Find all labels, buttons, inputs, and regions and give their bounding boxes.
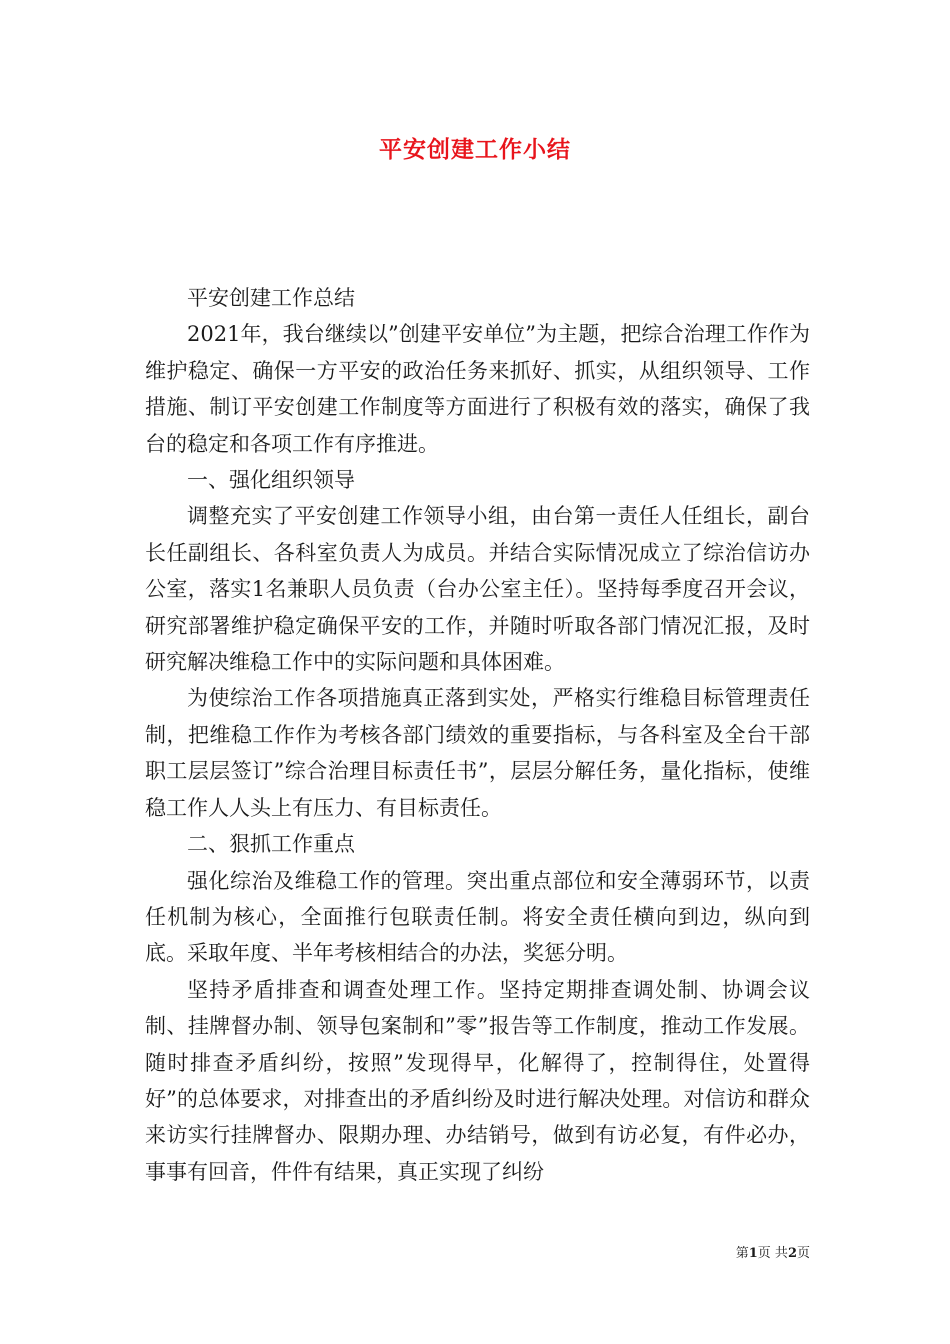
document-title: 平安创建工作小结	[379, 136, 571, 163]
page-number-footer	[690, 1245, 810, 1263]
section-heading-1: 一、强化组织领导	[187, 468, 355, 493]
paragraph: 强化综治及维稳工作的管理。突出重点部位和安全薄弱环节，以责任机制为核心，全面推行包联责任制。将安全责任横向到边，纵向到底。采取年度、半年考核相结合的办法，奖惩分明。	[145, 868, 810, 966]
footer-middle: 页 共	[757, 1246, 788, 1261]
current-page-number: 1	[748, 1246, 758, 1261]
section-heading-2: 二、狠抓工作重点	[187, 832, 355, 857]
document-body	[145, 280, 810, 1190]
paragraph: 调整充实了平安创建工作领导小组，由台第一责任人任组长，副台长任副组长、各科室负责人为成员。并结合实际情况成立了综治信访办公室，落实1名兼职人员负责（台办公室主任）。坚持每季度召开会议，研究部署维护稳定确保平安的工作，并随时听取各部门情况汇报，及时研究解决维稳工作中的实际问题和具体困难。	[145, 504, 810, 675]
footer-suffix: 页	[796, 1246, 810, 1261]
paragraph-intro: 2021年，我台继续以”创建平安单位”为主题，把综合治理工作作为维护稳定、确保一方平安的政治任务来抓好、抓实，从组织领导、工作措施、制订平安创建工作制度等方面进行了积极有效的落实，确保了我台的稳定和各项工作有序推进。	[145, 322, 810, 456]
paragraph: 为使综治工作各项措施真正落到实处，严格实行维稳目标管理责任制，把维稳工作作为考核各部门绩效的重要指标，与各科室及全台干部职工层层签订”综合治理目标责任书”，层层分解任务，量化指标，使维稳工作人人头上有压力、有目标责任。	[145, 686, 810, 820]
total-pages-number: 2	[787, 1246, 797, 1261]
footer-prefix: 第	[735, 1246, 749, 1261]
paragraph-subtitle: 平安创建工作总结	[187, 286, 355, 310]
paragraph: 坚持矛盾排查和调查处理工作。坚持定期排查调处制、协调会议制、挂牌督办制、领导包案制和”零”报告等工作制度，推动工作发展。随时排查矛盾纠纷，按照”发现得早，化解得了，控制得住，处置得好”的总体要求，对排查出的矛盾纠纷及时进行解决处理。对信访和群众来访实行挂牌督办、限期办理、办结销号，做到有访必复，有件必办，事事有回音，件件有结果，真正实现了纠纷	[145, 977, 810, 1184]
